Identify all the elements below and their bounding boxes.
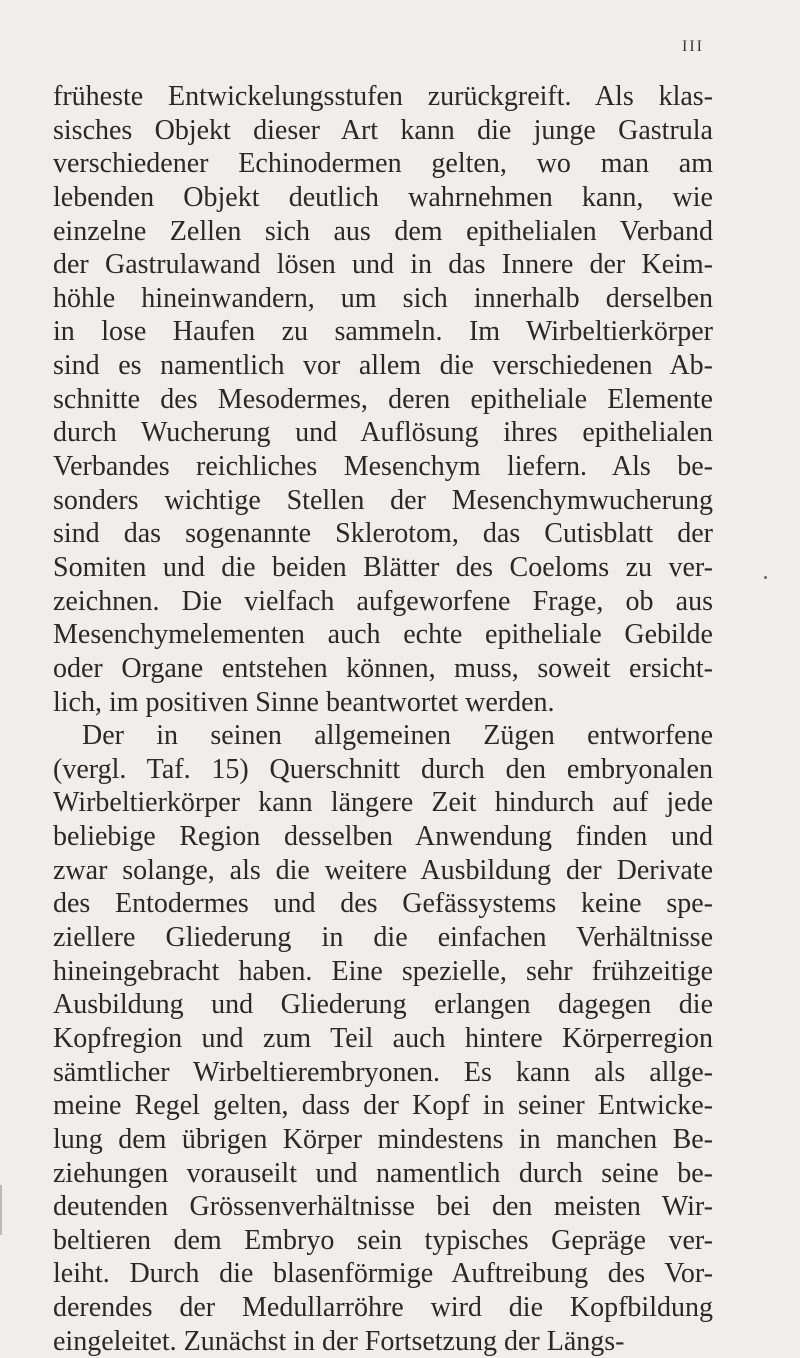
text-line: derendes der Medullarröhre wird die Kopfbildung: [53, 1292, 713, 1324]
text-line: höhle hineinwandern, um sich innerhalb derselben: [53, 282, 713, 314]
text-line: schnitte des Mesodermes, deren epitheliale Elemente: [53, 383, 713, 415]
text-line: sind es namentlich vor allem die verschiedenen Ab-: [53, 350, 713, 382]
text-line: oder Organe entstehen können, muss, soweit ersicht-: [53, 652, 713, 684]
text-line: beliebige Region desselben Anwendung finden und: [53, 821, 713, 853]
text-line: Verbandes reichliches Mesenchym liefern. Als be-: [53, 451, 713, 483]
text-line: eingeleitet. Zunächst in der Fortsetzung der Längs-: [53, 1325, 625, 1357]
text-line: zwar solange, als die weitere Ausbildung der Derivate: [53, 854, 713, 886]
text-line: einzelne Zellen sich aus dem epithelialen Verband: [53, 215, 713, 247]
text-line: der Gastrulawand lösen und in das Innere der Keim-: [53, 249, 713, 281]
text-line: Mesenchymelementen auch echte epitheliale Gebilde: [53, 619, 713, 651]
text-line: lung dem übrigen Körper mindestens in manchen Be-: [53, 1123, 713, 1155]
text-line: meine Regel gelten, dass der Kopf in seiner Entwicke-: [53, 1090, 713, 1122]
text-line: sämtlicher Wirbeltierembryonen. Es kann als allge-: [53, 1056, 713, 1088]
text-line: (vergl. Taf. 15) Querschnitt durch den embryonalen: [53, 753, 713, 785]
text-line: in lose Haufen zu sammeln. Im Wirbeltierkörper: [53, 316, 713, 348]
text-line: Somiten und die beiden Blätter des Coeloms zu ver-: [53, 551, 713, 583]
text-line: ziehungen vorauseilt und namentlich durch seine be-: [53, 1157, 713, 1189]
text-line: Wirbeltierkörper kann längere Zeit hindurch auf jede: [53, 787, 713, 819]
page-number: III: [682, 38, 704, 55]
ink-speck: [764, 576, 767, 579]
text-line: Ausbildung und Gliederung erlangen dagegen die: [53, 989, 713, 1021]
text-line: lich, im positiven Sinne beantwortet werden.: [53, 686, 555, 718]
text-line: durch Wucherung und Auflösung ihres epithelialen: [53, 417, 713, 449]
text-line: lebenden Objekt deutlich wahrnehmen kann, wie: [53, 181, 713, 213]
text-line: sisches Objekt dieser Art kann die junge Gastrula: [53, 114, 713, 146]
text-line: Kopfregion und zum Teil auch hintere Körperregion: [53, 1022, 713, 1054]
text-line: leiht. Durch die blasenförmige Auftreibung des Vor-: [53, 1258, 713, 1290]
text-line: verschiedener Echinodermen gelten, wo man am: [53, 148, 713, 180]
text-line: sonders wichtige Stellen der Mesenchymwucherung: [53, 484, 713, 516]
text-line: früheste Entwickelungsstufen zurückgreift. Als klas-: [53, 81, 713, 112]
text-line: ziellere Gliederung in die einfachen Verhältnisse: [53, 922, 713, 954]
text-line: Der in seinen allgemeinen Zügen entworfene: [82, 720, 713, 752]
text-line: hineingebracht haben. Eine spezielle, sehr frühzeitige: [53, 955, 713, 987]
body-text: [53, 80, 713, 1358]
text-line: zeichnen. Die vielfach aufgeworfene Frage, ob aus: [53, 585, 713, 617]
text-line: deutenden Grössenverhältnisse bei den meisten Wir-: [53, 1191, 713, 1223]
text-line: beltieren dem Embryo sein typisches Gepräge ver-: [53, 1224, 713, 1256]
text-line: sind das sogenannte Sklerotom, das Cutisblatt der: [53, 518, 713, 550]
text-line: des Entodermes und des Gefässystems keine spe-: [53, 888, 713, 920]
page-edge-mark: [0, 1185, 2, 1235]
